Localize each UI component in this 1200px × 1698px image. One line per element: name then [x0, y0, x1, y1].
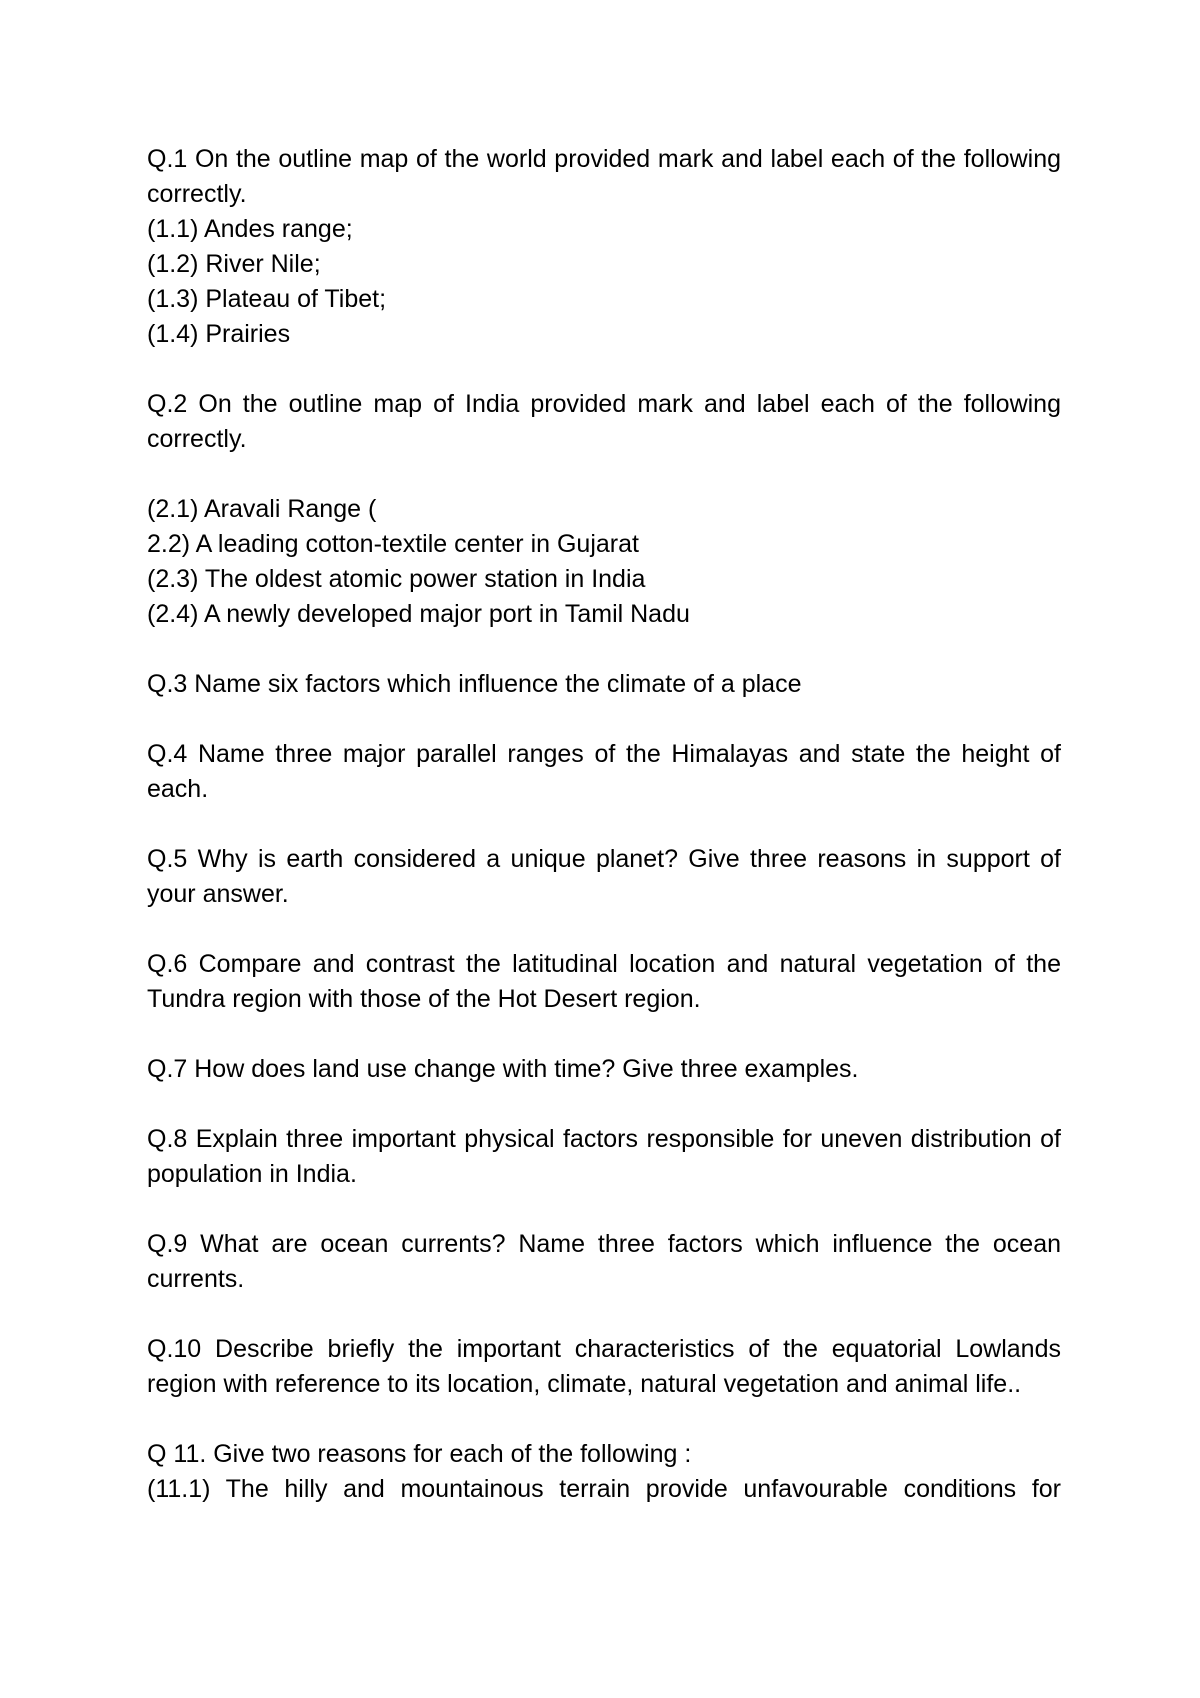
- question-10-text: Q.10 Describe briefly the important characteristics of the equatorial Lowlands region with reference to its location, climate, natural vegetation and animal life..: [147, 1335, 1061, 1398]
- question-1-item-2: (1.2) River Nile;: [147, 250, 321, 278]
- question-3-text: Q.3 Name six factors which influence the climate of a place: [147, 670, 802, 698]
- question-5: [147, 842, 1061, 912]
- question-1-item-4: (1.4) Prairies: [147, 320, 291, 348]
- question-9-text: Q.9 What are ocean currents? Name three factors which influence the ocean currents.: [147, 1230, 1061, 1293]
- question-2-item-3: (2.3) The oldest atomic power station in India: [147, 565, 646, 593]
- question-1: [147, 142, 1061, 352]
- question-9: [147, 1227, 1061, 1297]
- question-1-text: Q.1 On the outline map of the world provided mark and label each of the following correctly.: [147, 145, 1061, 208]
- question-6: [147, 947, 1061, 1017]
- question-4: [147, 737, 1061, 807]
- question-7: [147, 1052, 1061, 1087]
- question-8-text: Q.8 Explain three important physical factors responsible for uneven distribution of population in India.: [147, 1125, 1061, 1188]
- question-3: [147, 667, 1061, 702]
- question-1-item-1: (1.1) Andes range;: [147, 215, 353, 243]
- question-8: [147, 1122, 1061, 1192]
- question-2: [147, 387, 1061, 632]
- question-11: [147, 1437, 1061, 1507]
- question-6-text: Q.6 Compare and contrast the latitudinal location and natural vegetation of the Tundra region with those of the Hot Desert region.: [147, 950, 1061, 1013]
- question-2-item-4: (2.4) A newly developed major port in Tamil Nadu: [147, 600, 690, 628]
- question-11-item-1: (11.1) The hilly and mountainous terrain provide unfavourable conditions for: [147, 1475, 1061, 1503]
- question-10: [147, 1332, 1061, 1402]
- question-2-item-2: 2.2) A leading cotton-textile center in Gujarat: [147, 530, 639, 558]
- question-7-text: Q.7 How does land use change with time? Give three examples.: [147, 1055, 859, 1083]
- question-1-item-3: (1.3) Plateau of Tibet;: [147, 285, 387, 313]
- question-2-item-1: (2.1) Aravali Range (: [147, 495, 377, 523]
- question-11-text: Q 11. Give two reasons for each of the following :: [147, 1440, 692, 1468]
- question-2-text: Q.2 On the outline map of India provided mark and label each of the following correctly.: [147, 390, 1061, 453]
- question-5-text: Q.5 Why is earth considered a unique planet? Give three reasons in support of your answer.: [147, 845, 1061, 908]
- question-paper-page: [147, 142, 1061, 1542]
- question-4-text: Q.4 Name three major parallel ranges of the Himalayas and state the height of each.: [147, 740, 1061, 803]
